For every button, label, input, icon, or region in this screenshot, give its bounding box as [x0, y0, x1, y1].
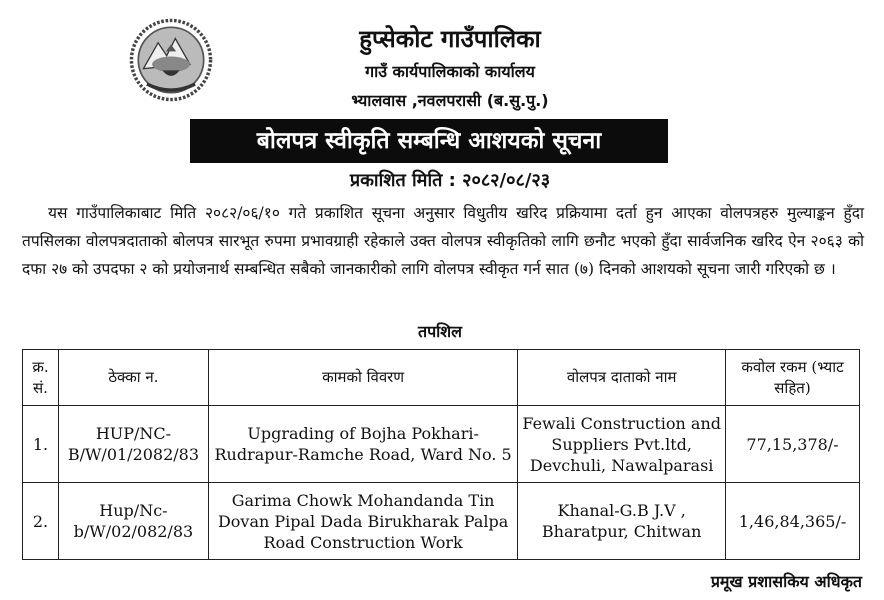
- header-contract: ठेक्का न.: [58, 350, 208, 406]
- header-bidder: वोलपत्र दाताको नाम: [518, 350, 726, 406]
- table-heading: तपशिल: [417, 322, 463, 341]
- office-name: गाउँ कार्यपालिकाको कार्यालय: [365, 62, 535, 81]
- notice-body: यस गाउँपालिकाबाट मिति २०८२/०६/१० गते प्रकाशित सूचना अनुसार विधुतीय खरिद प्रक्रियामा दर्ता हुन आएका वोलपत्रहरु मुल्याङ्कन हुँदा तपसिलका वोलपत्रदाताको बोलपत्र सारभूत रुपमा प्रभावग्राही रहेकाले उक्त वोलपत्र स्वीकृतिको लागि छनौट भएको हुँदा सार्वजनिक खरिद ऐन २०६३ को दफा २७ को उपदफा २ को प्रयोजनार्थ सम्बन्धित सबैको जानकारीको लागि वोलपत्र स्वीकृत गर्न सात (७) दिनको आशयको सूचना जारी गरिएको छ ।: [22, 204, 864, 278]
- table-row: [23, 483, 860, 560]
- cell-work: Garima Chowk Mohandanda Tin Dovan Pipal Dada Birukharak Palpa Road Construction Work: [208, 483, 517, 560]
- office-address: भ्यालवास ,नवलपरासी (ब.सु.पु.): [351, 91, 549, 110]
- municipality-title: हुप्सेकोट गाउँपालिका: [359, 25, 541, 53]
- notice-banner: बोलपत्र स्वीकृति सम्बन्धि आशयको सूचना: [190, 119, 668, 163]
- table-row: [23, 406, 860, 483]
- cell-bidder: Khanal-G.B J.V , Bharatpur, Chitwan: [518, 483, 726, 560]
- cell-contract: HUP/NC-B/W/01/2082/83: [58, 406, 208, 483]
- table-header-row: [23, 350, 860, 406]
- cell-sn: 1.: [23, 406, 59, 483]
- cell-amount: 1,46,84,365/-: [726, 483, 860, 560]
- cell-sn: 2.: [23, 483, 59, 560]
- header-sn: क्र. सं.: [23, 350, 59, 406]
- header-work: कामको विवरण: [208, 350, 517, 406]
- bid-table: [22, 349, 860, 560]
- published-date: प्रकाशित मिति : २०८२/०८/२३: [349, 170, 551, 191]
- cell-contract: Hup/Nc-b/W/02/082/83: [58, 483, 208, 560]
- nepal-emblem-icon: [128, 17, 214, 103]
- header-amount: कवोल रकम (भ्याट सहित): [726, 350, 860, 406]
- signatory: प्रमूख प्रशासकिय अधिकृत: [710, 572, 862, 591]
- cell-work: Upgrading of Bojha Pokhari-Rudrapur-Ramche Road, Ward No. 5: [208, 406, 517, 483]
- cell-amount: 77,15,378/-: [726, 406, 860, 483]
- cell-bidder: Fewali Construction and Suppliers Pvt.ltd, Devchuli, Nawalparasi: [518, 406, 726, 483]
